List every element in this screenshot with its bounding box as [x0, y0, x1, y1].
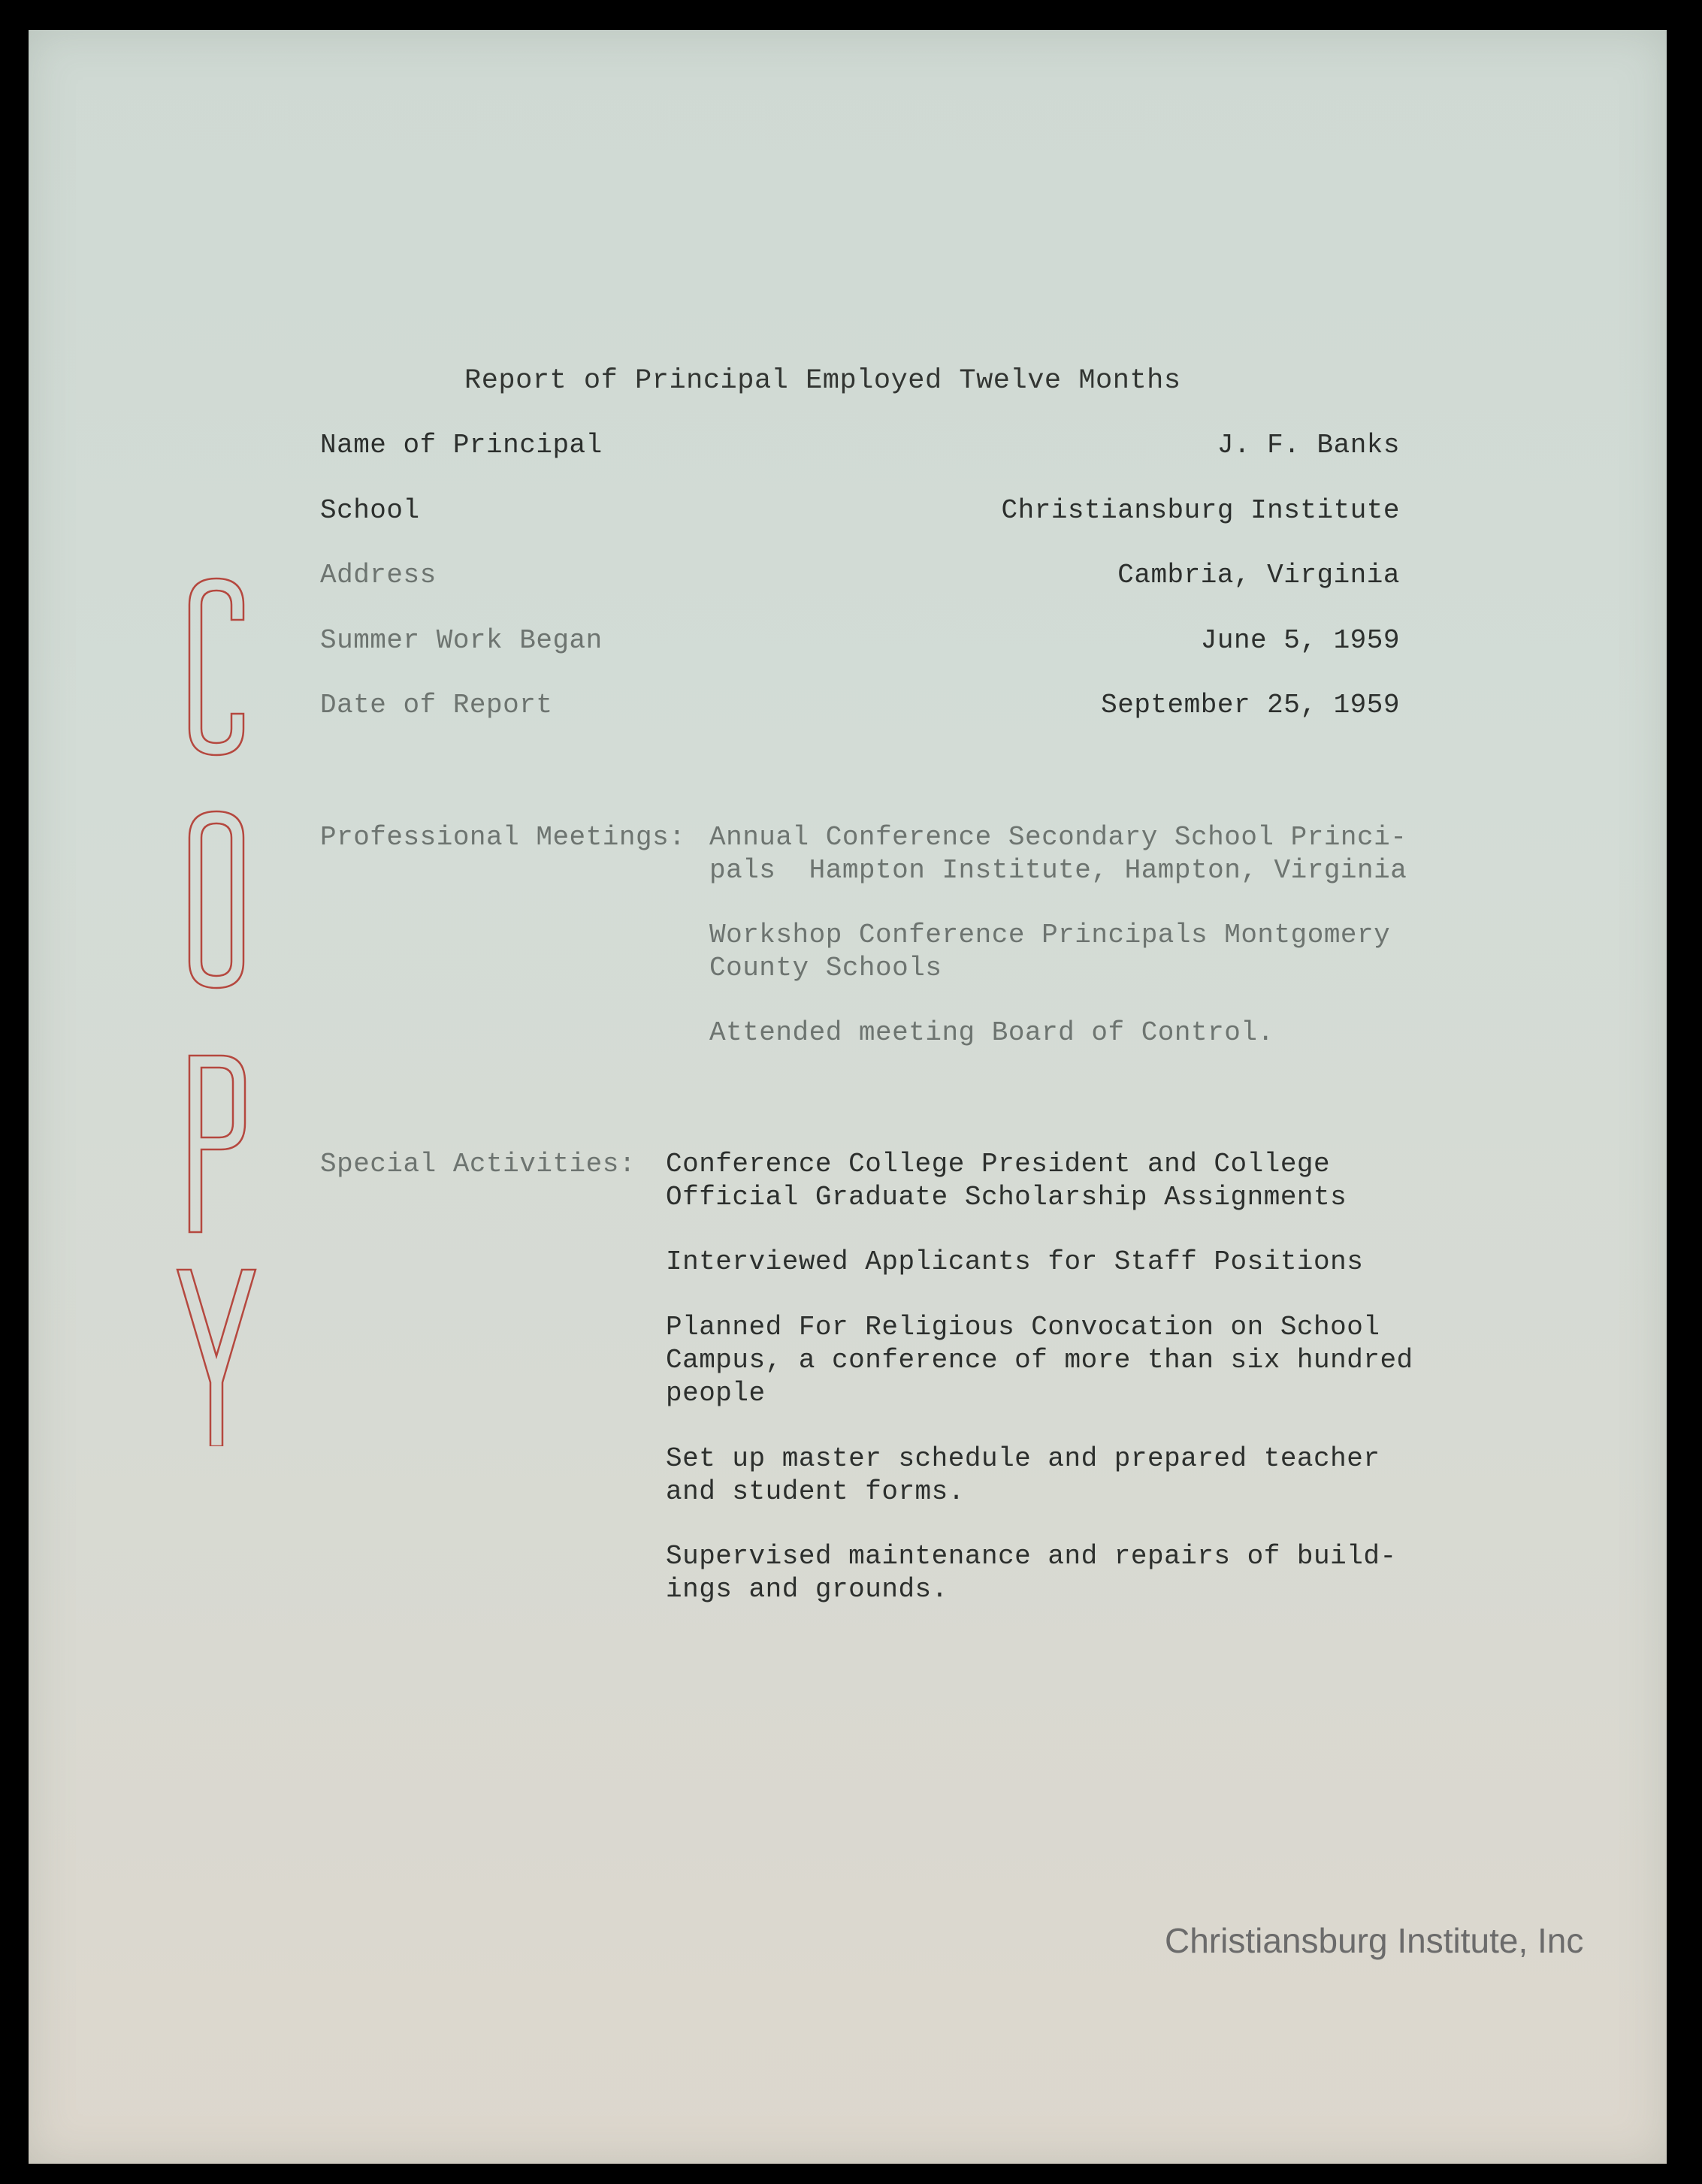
- document-title: Report of Principal Employed Twelve Months: [464, 365, 1181, 397]
- stamp-letter-o: [189, 811, 243, 988]
- field-value-school: Christiansburg Institute: [1001, 495, 1400, 526]
- activity-item-5-line-2: ings and grounds.: [666, 1574, 948, 1605]
- activity-item-3-line-3: people: [666, 1378, 766, 1409]
- activity-item-2-line-1: Interviewed Applicants for Staff Positions: [666, 1246, 1364, 1277]
- professional-meetings-label: Professional Meetings:: [320, 822, 686, 853]
- meeting-item-1-line-2: pals Hampton Institute, Hampton, Virginia: [709, 855, 1407, 886]
- field-label-summer-work: Summer Work Began: [320, 625, 603, 656]
- copy-stamp: [171, 575, 261, 1446]
- activity-item-3-line-1: Planned For Religious Convocation on School: [666, 1312, 1380, 1343]
- activity-item-3-line-2: Campus, a conference of more than six hundred: [666, 1345, 1413, 1376]
- field-label-principal: Name of Principal: [320, 430, 603, 461]
- activity-item-4-line-1: Set up master schedule and prepared teacher: [666, 1443, 1380, 1474]
- field-value-principal: J. F. Banks: [1217, 430, 1400, 461]
- meeting-item-1-line-1: Annual Conference Secondary School Princi-: [709, 822, 1407, 853]
- field-label-report-date: Date of Report: [320, 690, 553, 720]
- field-label-school: School: [320, 495, 420, 526]
- activity-item-4-line-2: and student forms.: [666, 1476, 965, 1507]
- activity-item-1-line-2: Official Graduate Scholarship Assignments: [666, 1182, 1347, 1213]
- field-label-address: Address: [320, 560, 437, 591]
- meeting-item-2-line-2: County Schools: [709, 953, 942, 983]
- special-activities-label: Special Activities:: [320, 1149, 636, 1180]
- stamp-letter-c: [189, 578, 243, 755]
- field-value-address: Cambria, Virginia: [1117, 560, 1400, 591]
- document-page: [29, 30, 1667, 2164]
- meeting-item-2-line-1: Workshop Conference Principals Montgomery: [709, 920, 1391, 950]
- meeting-item-3-line-1: Attended meeting Board of Control.: [709, 1017, 1274, 1048]
- copy-stamp-graphic: [171, 575, 261, 1446]
- activity-item-1-line-1: Conference College President and College: [666, 1149, 1331, 1180]
- archive-watermark: Christiansburg Institute, Inc: [1165, 1921, 1584, 1960]
- stamp-letter-y: [177, 1270, 255, 1446]
- field-value-summer-work: June 5, 1959: [1200, 625, 1400, 656]
- activity-item-5-line-1: Supervised maintenance and repairs of build-: [666, 1541, 1397, 1572]
- field-value-report-date: September 25, 1959: [1101, 690, 1400, 720]
- stamp-letter-p: [189, 1056, 245, 1232]
